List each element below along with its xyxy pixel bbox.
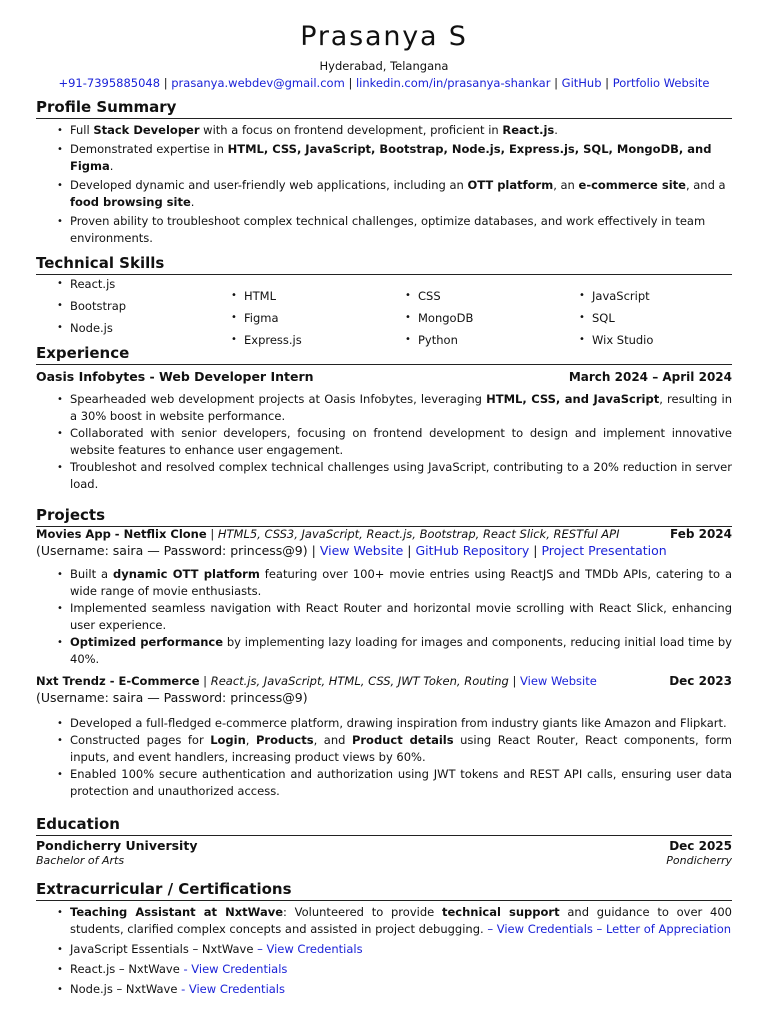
skill-item: • Node.js [70, 317, 244, 339]
project-header [36, 527, 732, 541]
text: using React Router, React components, form inputs, and event handlers, increasing product views by 60%. [70, 733, 732, 764]
section-heading: Technical Skills [36, 253, 732, 275]
bold-text: food browsing site [70, 195, 191, 209]
text: Full [70, 123, 94, 137]
text: , an [553, 178, 579, 192]
skills-column [244, 285, 418, 351]
separator: | [554, 76, 558, 90]
section-heading: Extracurricular / Certifications [36, 879, 732, 901]
list-item [70, 904, 732, 938]
skill-item: • Bootstrap [70, 295, 244, 317]
list-item [70, 715, 732, 732]
section-heading: Experience [36, 343, 732, 365]
section-heading: Profile Summary [36, 97, 732, 119]
extracurricular-section [36, 879, 732, 998]
list-item [70, 213, 732, 247]
view-credentials-link[interactable]: - View Credentials [183, 962, 288, 976]
text: , and [313, 733, 352, 747]
skill-item: • MongoDB [418, 307, 592, 329]
text: . [554, 123, 558, 137]
github-link[interactable]: GitHub [561, 76, 602, 90]
text: Proven ability to troubleshoot complex technical challenges, optimize databases, and work effectively in team environments. [70, 214, 706, 245]
experience-list [36, 391, 732, 493]
text: and guidance to over 400 students, clarified complex concepts and assisted in project debugging. [70, 905, 732, 936]
project-header [36, 674, 732, 688]
text: with a focus on frontend development, proficient in [199, 123, 503, 137]
school-name: Pondicherry University [36, 838, 198, 853]
resume [36, 20, 732, 998]
graduation-date: Dec 2025 [669, 839, 732, 853]
text: Built a [70, 567, 114, 581]
skill-item: • SQL [592, 307, 732, 329]
separator: | [203, 674, 208, 688]
skill-item: • Wix Studio [592, 329, 732, 351]
bold-text: Login [210, 733, 246, 747]
separator: | [533, 543, 538, 558]
text: . [190, 195, 195, 209]
text: Enabled 100% secure authentication and authorization using JWT tokens and REST API calls, ensuring user data protection and unauthorized access. [70, 767, 732, 798]
project-name: Movies App - Netflix Clone [36, 527, 207, 541]
text: Developed a full-fledged e-commerce platform, drawing inspiration from industry giants like Amazon and Flipkart. [70, 716, 727, 730]
skills-column [418, 285, 592, 351]
degree: Bachelor of Arts [36, 854, 125, 867]
text: Demonstrated expertise in [70, 142, 228, 156]
candidate-location: Hyderabad, Telangana [319, 59, 449, 73]
education-section [36, 814, 732, 869]
demo-credentials: (Username: saira — Password: princess@9) [36, 690, 308, 705]
school-location: Pondicherry [666, 854, 732, 867]
view-credentials-link[interactable]: – View Credentials [487, 922, 593, 936]
list-item [70, 981, 732, 998]
list-item [70, 941, 732, 958]
certification-name: React.js – NxtWave [70, 962, 180, 976]
education-header [36, 838, 732, 853]
separator: | [512, 674, 517, 688]
contact-line [36, 75, 732, 91]
bold-text: OTT platform [467, 178, 554, 192]
list-item [70, 141, 732, 175]
bold-text: Products [256, 733, 314, 747]
bold-text: Stack Developer [93, 123, 200, 137]
experience-section [36, 343, 732, 493]
skill-item: • CSS [418, 285, 592, 307]
separator: | [605, 76, 610, 90]
separator: | [311, 543, 316, 558]
certification-name: Node.js – NxtWave [70, 982, 178, 996]
education-detail [36, 853, 732, 869]
bold-text: HTML, CSS, JavaScript, Bootstrap, Node.js, Express.js, SQL, MongoDB, and Figma [70, 142, 712, 173]
section-heading: Education [36, 814, 732, 836]
skill-item: • Figma [244, 307, 418, 329]
text: Collaborated with senior developers, focusing on frontend development to design and implement innovative website features to enhance user engagement. [70, 426, 732, 457]
bold-text: React.js [502, 123, 555, 137]
text: Troubleshot and resolved complex technical challenges using JavaScript, contributing to a 20% reduction in server load. [70, 460, 732, 491]
text: featuring over 100+ movie entries using ReactJS and TMDb APIs, catering to a wide range of movie enthusiasts. [70, 567, 732, 598]
separator: | [407, 543, 412, 558]
list-item [70, 766, 732, 800]
summary-list [36, 122, 732, 247]
email-link[interactable]: prasanya.webdev@gmail.com [171, 76, 345, 90]
project-credentials-line [36, 688, 732, 707]
bold-text: technical support [441, 905, 560, 919]
skills-column [592, 285, 732, 351]
skills-grid [36, 275, 732, 351]
separator: | [210, 527, 215, 541]
view-website-link[interactable]: View Website [520, 674, 597, 688]
bold-text: HTML, CSS, and JavaScript [486, 392, 660, 406]
demo-credentials: (Username: saira — Password: princess@9) [36, 543, 308, 558]
job-dates: March 2024 – April 2024 [568, 370, 732, 384]
skill-item: • JavaScript [592, 285, 732, 307]
text: Spearheaded web development projects at Oasis Infobytes, leveraging [70, 392, 487, 406]
text: Constructed pages for [70, 733, 211, 747]
skill-item: • Python [418, 329, 592, 351]
project-credentials-line [36, 541, 732, 560]
project-tech: React.js, JavaScript, HTML, CSS, JWT Token, Routing [210, 674, 509, 688]
skills-column [70, 273, 244, 351]
certification-name: JavaScript Essentials – NxtWave [70, 942, 254, 956]
list-item [70, 732, 732, 766]
project-presentation-link[interactable]: Project Presentation [541, 543, 667, 558]
project-title-line [36, 674, 597, 688]
text: , resulting in a 30% boost in website performance. [70, 392, 732, 423]
project-list [36, 715, 732, 800]
text: , and a [685, 178, 726, 192]
resume-header [36, 20, 732, 91]
text: , [245, 733, 256, 747]
extracurricular-list [36, 904, 732, 998]
project-list [36, 566, 732, 668]
bold-text: Teaching Assistant at NxtWave [70, 905, 284, 919]
project-date: Dec 2023 [669, 674, 732, 688]
list-item [70, 566, 732, 600]
bold-text: e-commerce site [578, 178, 686, 192]
portfolio-link[interactable]: Portfolio Website [612, 76, 710, 90]
view-credentials-link[interactable]: - View Credentials [181, 982, 285, 996]
list-item [70, 634, 732, 668]
list-item [70, 600, 732, 634]
text: . [109, 159, 114, 173]
view-website-link[interactable]: View Website [319, 543, 404, 558]
phone-link[interactable]: +91-7395885048 [58, 76, 161, 90]
project-date: Feb 2024 [669, 527, 732, 541]
list-item [70, 122, 732, 139]
job-title: Oasis Infobytes - Web Developer Intern [36, 369, 314, 384]
text: Implemented seamless navigation with React Router and horizontal movie scrolling with React Slick, enhancing user experience. [70, 601, 732, 632]
profile-summary-section [36, 97, 732, 247]
list-item [70, 459, 732, 493]
technical-skills-section [36, 253, 732, 351]
project-name: Nxt Trendz - E-Commerce [36, 674, 200, 688]
candidate-name: Prasanya S [300, 21, 468, 52]
text: Developed dynamic and user-friendly web applications, including an [70, 178, 468, 192]
project-tech: HTML5, CSS3, JavaScript, React.js, Bootstrap, React Slick, RESTful API [217, 527, 620, 541]
list-item [70, 177, 732, 211]
bold-text: dynamic OTT platform [113, 567, 260, 581]
separator: | [348, 76, 353, 90]
github-repository-link[interactable]: GitHub Repository [415, 543, 530, 558]
section-heading: Projects [36, 505, 732, 527]
bold-text: Product details [351, 733, 454, 747]
skill-item: • HTML [244, 285, 418, 307]
view-credentials-link[interactable]: – View Credentials [257, 942, 363, 956]
letter-of-appreciation-link[interactable]: – Letter of Appreciation [596, 922, 732, 936]
text: by implementing lazy loading for images and components, reducing initial load time by 40%. [70, 635, 732, 666]
experience-header [36, 369, 732, 384]
list-item [70, 961, 732, 978]
project-title-line [36, 527, 620, 541]
projects-section [36, 505, 732, 800]
text: : Volunteered to provide [283, 905, 442, 919]
skill-item: • Express.js [244, 329, 418, 351]
list-item [70, 425, 732, 459]
skill-item: • React.js [70, 273, 244, 295]
linkedin-link[interactable]: linkedin.com/in/prasanya-shankar [355, 76, 551, 90]
list-item [70, 391, 732, 425]
bold-text: Optimized performance [70, 635, 224, 649]
separator: | [163, 76, 168, 90]
